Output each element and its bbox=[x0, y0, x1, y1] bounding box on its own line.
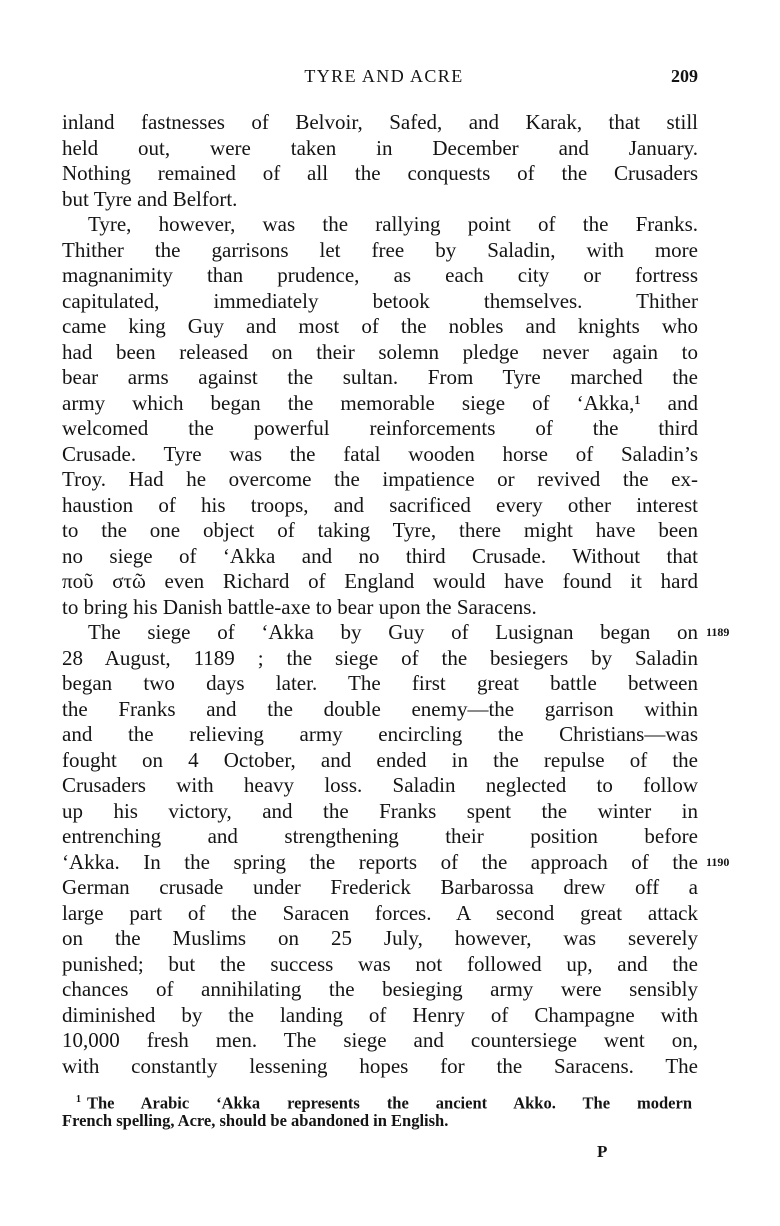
line-text: army which began the memorable siege of ‘Akka,¹ and bbox=[62, 390, 698, 415]
footnote-text: French spelling, Acre, should be abandoned in English. bbox=[62, 1111, 449, 1130]
footnote bbox=[62, 1089, 692, 1131]
page-header bbox=[64, 66, 704, 90]
text-line bbox=[62, 671, 698, 697]
text-line bbox=[62, 518, 698, 544]
text-line bbox=[62, 442, 698, 468]
text-line bbox=[62, 467, 698, 493]
text-line bbox=[62, 110, 698, 136]
text-line bbox=[62, 595, 698, 621]
line-text: on the Muslims on 25 July, however, was severely bbox=[62, 926, 698, 950]
line-text: began two days later. The first great battle between bbox=[62, 671, 698, 695]
line-text: Thither the garrisons let free by Saladin, with more bbox=[62, 237, 698, 262]
line-text: bear arms against the sultan. From Tyre marched the bbox=[62, 365, 698, 389]
signature-mark: P bbox=[597, 1142, 608, 1161]
text-line bbox=[62, 136, 698, 162]
text-line bbox=[62, 977, 698, 1003]
text-line bbox=[62, 569, 698, 595]
footnote-line bbox=[62, 1110, 692, 1131]
text-line bbox=[62, 314, 698, 340]
line-text: magnanimity than prudence, as each city or fortress bbox=[62, 263, 698, 287]
line-text: to the one object of taking Tyre, there might have been bbox=[62, 518, 698, 542]
line-text: entrenching and strengthening their position before bbox=[62, 824, 698, 848]
line-text: had been released on their solemn pledge never again to bbox=[62, 339, 698, 364]
line-text: Troy. Had he overcome the impatience or revived the ex- bbox=[62, 467, 698, 491]
text-line bbox=[62, 849, 730, 876]
text-line bbox=[62, 799, 698, 825]
text-line bbox=[62, 646, 698, 672]
line-text: 28 August, 1189 ; the siege of the besiegers by Saladin bbox=[62, 645, 698, 670]
text-line bbox=[62, 875, 698, 901]
line-text: welcomed the powerful reinforcements of the third bbox=[62, 416, 698, 440]
text-line bbox=[62, 1054, 698, 1080]
line-text: 10,000 fresh men. The siege and countersiege went on, bbox=[62, 1028, 698, 1052]
text-line bbox=[62, 748, 698, 774]
line-text: but Tyre and Belfort. bbox=[62, 186, 238, 211]
line-text: ‘Akka. In the spring the reports of the approach of the bbox=[62, 849, 698, 874]
line-text: held out, were taken in December and January. bbox=[62, 135, 698, 160]
line-text: no siege of ‘Akka and no third Crusade. Without that bbox=[62, 543, 698, 568]
line-text: Tyre, however, was the rallying point of the Franks. bbox=[88, 212, 698, 236]
text-line bbox=[62, 1028, 698, 1054]
line-text: Crusaders with heavy loss. Saladin neglected to follow bbox=[62, 773, 698, 797]
text-line bbox=[62, 952, 698, 978]
text-line bbox=[62, 263, 698, 289]
line-text: capitulated, immediately betook themselves. Thither bbox=[62, 288, 698, 313]
line-text: German crusade under Frederick Barbarossa drew off a bbox=[62, 875, 698, 899]
text-line bbox=[62, 340, 698, 366]
text-line bbox=[62, 620, 730, 646]
line-text: with constantly lessening hopes for the Saracens. The bbox=[62, 1053, 698, 1078]
text-line bbox=[62, 493, 698, 519]
text-line bbox=[62, 212, 698, 238]
text-line bbox=[62, 544, 698, 570]
line-text: chances of annihilating the besieging army were sensibly bbox=[62, 977, 698, 1001]
text-line bbox=[62, 391, 698, 417]
line-text: diminished by the landing of Henry of Champagne with bbox=[62, 1002, 698, 1027]
line-text: The siege of ‘Akka by Guy of Lusignan began on bbox=[88, 620, 698, 644]
line-text: large part of the Saracen forces. A second great attack bbox=[62, 900, 698, 925]
text-line bbox=[62, 161, 698, 187]
footnote-marker: 1 bbox=[76, 1094, 81, 1105]
line-text: the Franks and the double enemy—the garrison within bbox=[62, 696, 698, 721]
text-line bbox=[62, 773, 698, 799]
page-number: 209 bbox=[671, 66, 698, 86]
line-text: ποῦ στῶ even Richard of England would have found it hard bbox=[62, 569, 698, 593]
text-line bbox=[62, 901, 698, 927]
text-line bbox=[62, 187, 698, 213]
text-line bbox=[62, 722, 698, 748]
line-text: to bring his Danish battle-axe to bear upon the Saracens. bbox=[62, 594, 537, 619]
text-line bbox=[62, 416, 698, 442]
line-text: Nothing remained of all the conquests of the Crusaders bbox=[62, 161, 698, 185]
text-line bbox=[62, 289, 698, 315]
line-text: fought on 4 October, and ended in the repulse of the bbox=[62, 747, 698, 772]
running-title: TYRE AND ACRE bbox=[304, 66, 464, 86]
line-text: haustion of his troops, and sacrificed every other interest bbox=[62, 492, 698, 517]
line-text: inland fastnesses of Belvoir, Safed, and Karak, that still bbox=[62, 110, 698, 134]
margin-date: 1189 bbox=[706, 625, 730, 639]
footnote-text: The Arabic ‘Akka represents the ancient Akko. The modern bbox=[87, 1093, 692, 1113]
line-text: punished; but the success was not followed up, and the bbox=[62, 951, 698, 976]
text-line bbox=[62, 824, 698, 850]
text-line bbox=[62, 926, 698, 952]
text-line bbox=[62, 238, 698, 264]
footnote-line bbox=[62, 1089, 692, 1113]
margin-date: 1190 bbox=[706, 854, 730, 869]
line-text: up his victory, and the Franks spent the winter in bbox=[62, 798, 698, 823]
line-text: Crusade. Tyre was the fatal wooden horse of Saladin’s bbox=[62, 441, 698, 466]
text-line bbox=[62, 1003, 698, 1029]
line-text: and the relieving army encircling the Christians—was bbox=[62, 722, 698, 746]
text-line bbox=[62, 365, 698, 391]
body-text bbox=[62, 110, 730, 1079]
text-line bbox=[62, 697, 698, 723]
line-text: came king Guy and most of the nobles and knights who bbox=[62, 314, 698, 338]
